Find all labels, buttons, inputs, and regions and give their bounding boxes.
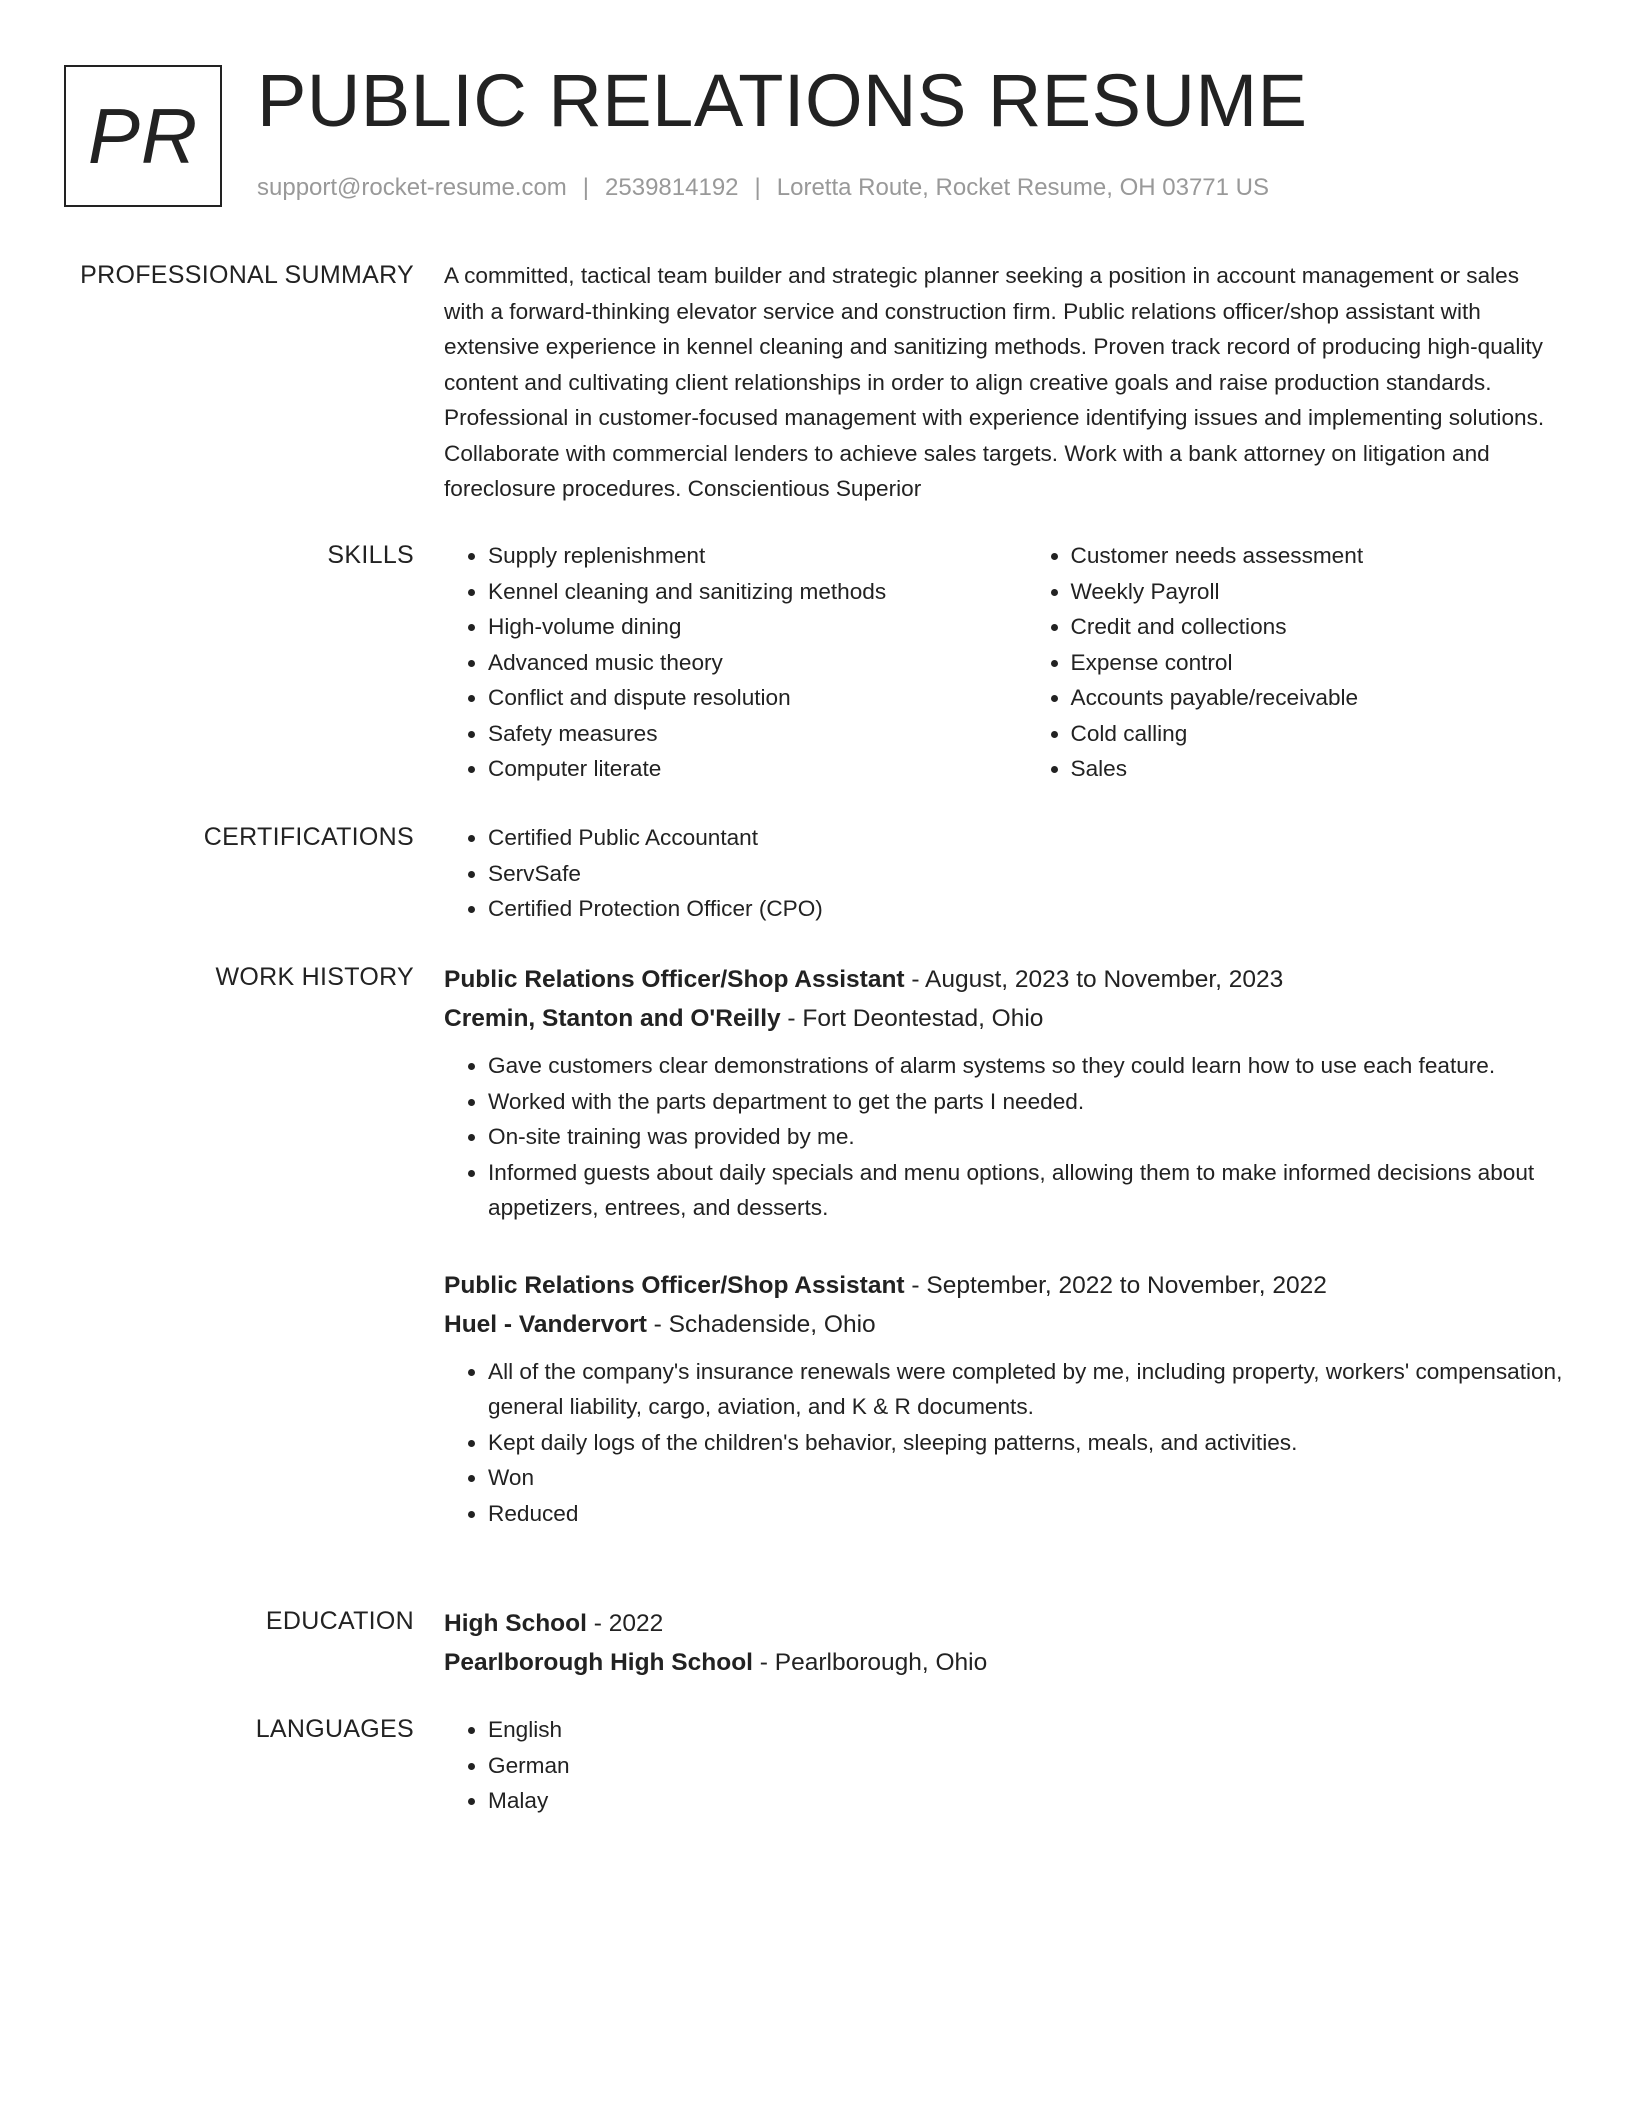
certification-item: • ServSafe: [488, 856, 1564, 892]
job-bullet: • Gave customers clear demonstrations of alarm systems so they could learn how to use each feature.: [488, 1048, 1564, 1084]
job-bullet: • Won: [488, 1460, 1564, 1496]
contact-phone: 2539814192: [605, 174, 739, 201]
job-bullet: • Kept daily logs of the children's behavior, sleeping patterns, meals, and activities.: [488, 1425, 1564, 1461]
job-location: - Fort Deontestad, Ohio: [780, 1005, 1044, 1032]
skill-item: • Weekly Payroll: [1071, 574, 1565, 610]
skill-item: • Advanced music theory: [488, 645, 982, 681]
language-item: • Malay: [488, 1783, 1564, 1819]
section-label-skills: SKILLS: [327, 541, 414, 569]
certifications-list: [444, 820, 1564, 927]
skills-body: [444, 538, 1564, 787]
skill-item: • Safety measures: [488, 716, 982, 752]
job-company: Cremin, Stanton and O'Reilly: [444, 1005, 781, 1032]
job-title-line: [444, 1266, 1564, 1305]
skill-item: • Computer literate: [488, 751, 982, 787]
job-company: Huel - Vandervort: [444, 1310, 647, 1338]
contact-email: support@rocket-resume.com: [257, 174, 567, 201]
skill-item: • Cold calling: [1071, 716, 1565, 752]
job-dates: - September, 2022 to November, 2022: [904, 1271, 1327, 1299]
job-bullet: • Informed guests about daily specials and menu options, allowing them to make informed decisions about appetizers, entrees, and desserts.: [488, 1155, 1564, 1226]
contact-address: Loretta Route, Rocket Resume, OH 03771 US: [776, 174, 1269, 201]
job-entry: [444, 960, 1564, 1226]
work-history-body: [444, 960, 1564, 1531]
job-bullets: [444, 1048, 1564, 1226]
education-body: [444, 1604, 1564, 1682]
skill-item: • Supply replenishment: [488, 538, 982, 574]
job-title: Public Relations Officer/Shop Assistant: [444, 966, 905, 993]
section-label-summary: PROFESSIONAL SUMMARY: [80, 261, 414, 289]
job-bullet: • Worked with the parts department to get the parts I needed.: [488, 1084, 1564, 1120]
education-location: - Pearlborough, Ohio: [752, 1649, 988, 1676]
education-school-line: [444, 1643, 1564, 1682]
job-title: Public Relations Officer/Shop Assistant: [444, 1271, 905, 1299]
languages-list: [444, 1712, 1564, 1819]
skill-item: • Accounts payable/receivable: [1071, 680, 1565, 716]
job-bullet: • On-site training was provided by me.: [488, 1119, 1564, 1155]
certifications-body: [444, 820, 1564, 927]
summary-text: A committed, tactical team builder and strategic planner seeking a position in account management or sales with a forward-thinking elevator service and construction firm. Public relations officer/shop assistant with extensive experience in kennel cleaning and sanitizing methods. Proven track record of producing high-quality content and cultivating client relationships in order to align creative goals and raise production standards. Professional in customer-focused management with experience identifying issues and implementing solutions. Collaborate with commercial lenders to achieve sales targets. Work with a bank attorney on litigation and foreclosure procedures. Conscientious Superior: [444, 263, 1545, 501]
section-label-education: EDUCATION: [265, 1607, 414, 1635]
job-company-line: [444, 1305, 1564, 1344]
skill-item: • High-volume dining: [488, 609, 982, 645]
certification-item: • Certified Public Accountant: [488, 820, 1564, 856]
job-bullets: [444, 1354, 1564, 1532]
skill-item: • Sales: [1071, 751, 1565, 787]
job-company-line: [444, 999, 1564, 1038]
languages-body: [444, 1712, 1564, 1819]
job-location: - Schadenside, Ohio: [646, 1310, 876, 1338]
job-title-line: [444, 960, 1564, 999]
skill-item: • Credit and collections: [1071, 609, 1565, 645]
contact-separator: |: [582, 174, 590, 201]
contact-separator: |: [754, 174, 761, 201]
job-bullet: • All of the company's insurance renewals were completed by me, including property, workers' compensation, general liability, cargo, aviation, and K & R documents.: [488, 1354, 1564, 1425]
resume-header: [64, 59, 1584, 215]
job-bullet: • Reduced: [488, 1496, 1564, 1532]
section-label-certifications: CERTIFICATIONS: [203, 823, 414, 851]
skill-item: • Kennel cleaning and sanitizing methods: [488, 574, 982, 610]
language-item: • German: [488, 1748, 1564, 1784]
job-dates: - August, 2023 to November, 2023: [904, 966, 1284, 993]
education-degree: High School: [444, 1610, 587, 1637]
skill-item: • Conflict and dispute resolution: [488, 680, 982, 716]
skill-item: • Expense control: [1071, 645, 1565, 681]
page-title: PUBLIC RELATIONS RESUME: [257, 59, 1308, 142]
education-degree-line: [444, 1604, 1564, 1643]
section-label-languages: LANGUAGES: [255, 1715, 414, 1743]
certification-item: • Certified Protection Officer (CPO): [488, 891, 1564, 927]
section-label-work-history: WORK HISTORY: [215, 963, 414, 991]
education-year: - 2022: [586, 1610, 664, 1637]
contact-info: [257, 174, 1269, 202]
monogram-logo: PR: [64, 65, 222, 207]
summary-body: [444, 258, 1564, 507]
skill-item: • Customer needs assessment: [1071, 538, 1565, 574]
job-entry: [444, 1266, 1564, 1532]
skills-columns: [444, 538, 1564, 787]
skills-list-right: [1027, 538, 1565, 787]
language-item: • English: [488, 1712, 1564, 1748]
education-school: Pearlborough High School: [444, 1649, 753, 1676]
skills-list-left: [444, 538, 982, 787]
